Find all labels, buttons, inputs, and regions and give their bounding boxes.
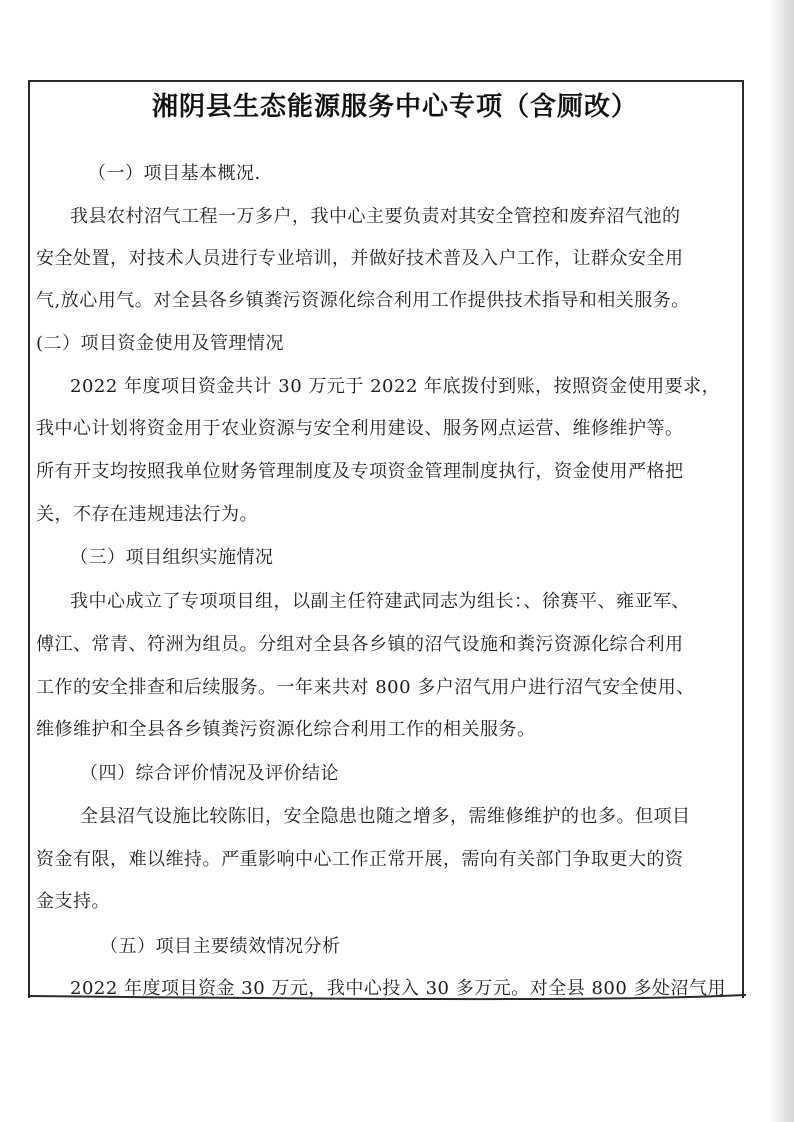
paragraph-line: 工作的安全排查和后续服务。一年来共对 800 多户沼气用户进行沼气安全使用、 [36,677,695,698]
paragraph-line: 我中心计划将资金用于农业资源与安全利用建设、服务网点运营、维修维护等。 [36,418,684,439]
document-title: 湘阴县生态能源服务中心专项（含厕改） [151,92,638,122]
paragraph-line: 我中心成立了专项项目组，以副主任符建武同志为组长：、徐赛平、雍亚军、 [70,591,690,612]
paragraph-line: 傅江、常青、符洲为组员。分组对全县各乡镇的沼气设施和粪污资源化综合利用 [36,634,684,655]
section-heading-5: （五）项目主要绩效情况分析 [100,936,341,957]
paragraph-line: 全县沼气设施比较陈旧，安全隐患也随之增多，需维修维护的也多。但项目 [80,806,691,827]
section-heading-1: （一）项目基本概况. [88,163,261,184]
paragraph-line: 2022 年度项目资金 30 万元，我中心投入 30 多万元。对全县 800 多处沼气用 [70,978,727,999]
paragraph-line: 资金有限，难以维持。严重影响中心工作正常开展，需向有关部门争取更大的资 [36,849,684,870]
paragraph-line: 我县农村沼气工程一万多户，我中心主要负责对其安全管控和废弃沼气池的 [70,206,681,227]
paragraph-line: 安全处置，对技术人员进行专业培训，并做好技术普及入户工作，让群众安全用 [36,248,684,269]
paragraph-line: 气,放心用气。对全县各乡镇粪污资源化综合利用工作提供技术指导和相关服务。 [36,290,690,311]
scan-shadow-edge [770,0,794,1122]
paragraph-line: 金支持。 [36,891,110,912]
paragraph-line: 2022 年度项目资金共计 30 万元于 2022 年底拨付到账，按照资金使用要求， [70,376,721,397]
section-heading-2: (二）项目资金使用及管理情况 [36,333,285,354]
paragraph-line: 维修维护和全县各乡镇粪污资源化综合利用工作的相关服务。 [36,719,536,740]
paragraph-line: 所有开支均按照我单位财务管理制度及专项资金管理制度执行，资金使用严格把 [36,461,684,482]
section-heading-4: （四）综合评价情况及评价结论 [80,763,339,784]
paragraph-line: 关，不存在违规违法行为。 [36,504,258,525]
section-heading-3: （三）项目组织实施情况 [70,547,274,568]
